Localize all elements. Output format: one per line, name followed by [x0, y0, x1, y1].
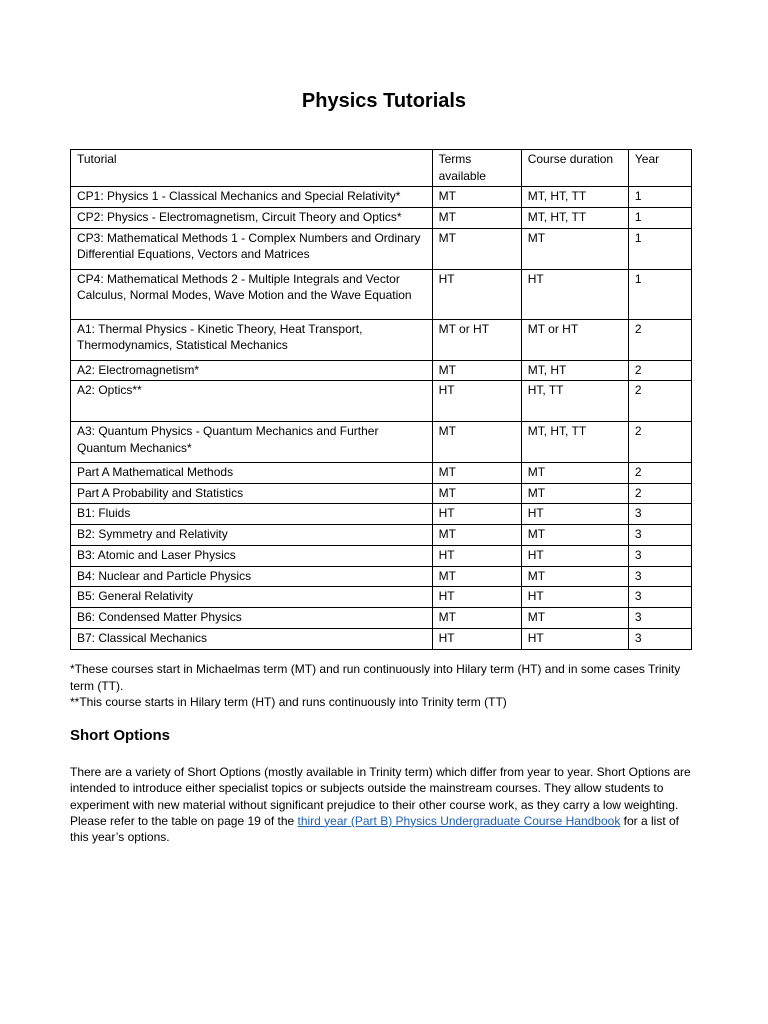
footnote-double-asterisk: **This course starts in Hilary term (HT) and runs continuously into Trinity term (TT) — [70, 695, 507, 709]
cell-year: 3 — [628, 566, 691, 587]
cell-tutorial: A3: Quantum Physics - Quantum Mechanics and Further Quantum Mechanics* — [71, 422, 433, 463]
table-row — [71, 208, 692, 229]
cell-year: 3 — [628, 587, 691, 608]
cell-tutorial: A1: Thermal Physics - Kinetic Theory, Heat Transport, Thermodynamics, Statistical Mechanics — [71, 319, 433, 360]
cell-year: 3 — [628, 504, 691, 525]
cell-duration: MT or HT — [521, 319, 628, 360]
cell-duration: HT, TT — [521, 381, 628, 422]
cell-terms: MT — [432, 422, 521, 463]
cell-duration: MT, HT, TT — [521, 187, 628, 208]
table-header-row — [71, 150, 692, 187]
header-year: Year — [628, 150, 691, 187]
cell-terms: MT — [432, 360, 521, 381]
cell-tutorial: CP2: Physics - Electromagnetism, Circuit Theory and Optics* — [71, 208, 433, 229]
cell-duration: HT — [521, 587, 628, 608]
cell-tutorial: B7: Classical Mechanics — [71, 628, 433, 649]
header-terms-available: Terms available — [432, 150, 521, 187]
table-row — [71, 504, 692, 525]
cell-terms: HT — [432, 269, 521, 319]
table-row — [71, 608, 692, 629]
cell-tutorial: CP4: Mathematical Methods 2 - Multiple Integrals and Vector Calculus, Normal Modes, Wave Motion and the Wave Equation — [71, 269, 433, 319]
table-row — [71, 545, 692, 566]
header-tutorial: Tutorial — [71, 150, 433, 187]
cell-duration: HT — [521, 545, 628, 566]
cell-duration: HT — [521, 269, 628, 319]
cell-duration: MT, HT, TT — [521, 208, 628, 229]
cell-year: 3 — [628, 545, 691, 566]
cell-terms: HT — [432, 545, 521, 566]
cell-tutorial: CP3: Mathematical Methods 1 - Complex Numbers and Ordinary Differential Equations, Vectors and Matrices — [71, 228, 433, 269]
cell-tutorial: B2: Symmetry and Relativity — [71, 525, 433, 546]
cell-year: 1 — [628, 228, 691, 269]
cell-duration: MT, HT, TT — [521, 422, 628, 463]
course-handbook-link[interactable]: third year (Part B) Physics Undergraduate Course Handbook — [297, 813, 621, 828]
cell-tutorial: A2: Electromagnetism* — [71, 360, 433, 381]
table-row — [71, 381, 692, 422]
table-row — [71, 319, 692, 360]
table-row — [71, 463, 692, 484]
cell-tutorial: B4: Nuclear and Particle Physics — [71, 566, 433, 587]
header-course-duration: Course duration — [521, 150, 628, 187]
cell-year: 3 — [628, 608, 691, 629]
cell-year: 2 — [628, 381, 691, 422]
cell-duration: MT — [521, 228, 628, 269]
table-row — [71, 269, 692, 319]
paragraph-text-before-link: There are a variety of Short Options (mostly available in Trinity term) which differ from year to year. Short Options are intended to introduce either specialist topics or subjects outside the mainstream courses. They allow students to experiment with new material without significant prejudice to their other course work, as they carry a low weighting. Please refer to the table on page 19 of the — [70, 765, 691, 828]
cell-tutorial: CP1: Physics 1 - Classical Mechanics and Special Relativity* — [71, 187, 433, 208]
table-row — [71, 360, 692, 381]
cell-terms: MT — [432, 566, 521, 587]
tutorials-table — [70, 149, 692, 650]
cell-year: 2 — [628, 422, 691, 463]
cell-tutorial: Part A Probability and Statistics — [71, 483, 433, 504]
table-row — [71, 483, 692, 504]
cell-terms: HT — [432, 628, 521, 649]
cell-terms: HT — [432, 504, 521, 525]
cell-year: 2 — [628, 319, 691, 360]
table-row — [71, 628, 692, 649]
cell-terms: HT — [432, 587, 521, 608]
cell-tutorial: Part A Mathematical Methods — [71, 463, 433, 484]
cell-year: 1 — [628, 187, 691, 208]
cell-terms: MT — [432, 228, 521, 269]
cell-terms: MT or HT — [432, 319, 521, 360]
cell-tutorial: A2: Optics** — [71, 381, 433, 422]
cell-duration: MT — [521, 483, 628, 504]
table-row — [71, 525, 692, 546]
cell-terms: MT — [432, 187, 521, 208]
table-row — [71, 566, 692, 587]
cell-duration: HT — [521, 504, 628, 525]
paragraph-text-after-link: for a list of this year’s options. — [70, 813, 680, 845]
footnotes — [70, 661, 700, 711]
table-row — [71, 228, 692, 269]
cell-tutorial: B6: Condensed Matter Physics — [71, 608, 433, 629]
cell-tutorial: B1: Fluids — [71, 504, 433, 525]
short-options-heading: Short Options — [70, 727, 170, 744]
footnote-single-asterisk: *These courses start in Michaelmas term (MT) and run continuously into Hilary term (HT) and in some cases Trinity term (TT). — [70, 662, 681, 693]
cell-terms: MT — [432, 608, 521, 629]
cell-duration: MT, HT — [521, 360, 628, 381]
cell-year: 3 — [628, 628, 691, 649]
cell-year: 2 — [628, 483, 691, 504]
table-row — [71, 422, 692, 463]
cell-tutorial: B3: Atomic and Laser Physics — [71, 545, 433, 566]
cell-tutorial: B5: General Relativity — [71, 587, 433, 608]
cell-year: 3 — [628, 525, 691, 546]
cell-duration: MT — [521, 608, 628, 629]
cell-terms: MT — [432, 483, 521, 504]
cell-year: 1 — [628, 208, 691, 229]
cell-year: 2 — [628, 463, 691, 484]
cell-duration: MT — [521, 566, 628, 587]
cell-duration: HT — [521, 628, 628, 649]
cell-duration: MT — [521, 463, 628, 484]
table-row — [71, 187, 692, 208]
table-row — [71, 587, 692, 608]
page-title: Physics Tutorials — [301, 90, 467, 112]
cell-terms: MT — [432, 208, 521, 229]
cell-year: 2 — [628, 360, 691, 381]
cell-terms: MT — [432, 525, 521, 546]
short-options-paragraph — [70, 764, 695, 845]
cell-duration: MT — [521, 525, 628, 546]
cell-terms: HT — [432, 381, 521, 422]
cell-year: 1 — [628, 269, 691, 319]
cell-terms: MT — [432, 463, 521, 484]
